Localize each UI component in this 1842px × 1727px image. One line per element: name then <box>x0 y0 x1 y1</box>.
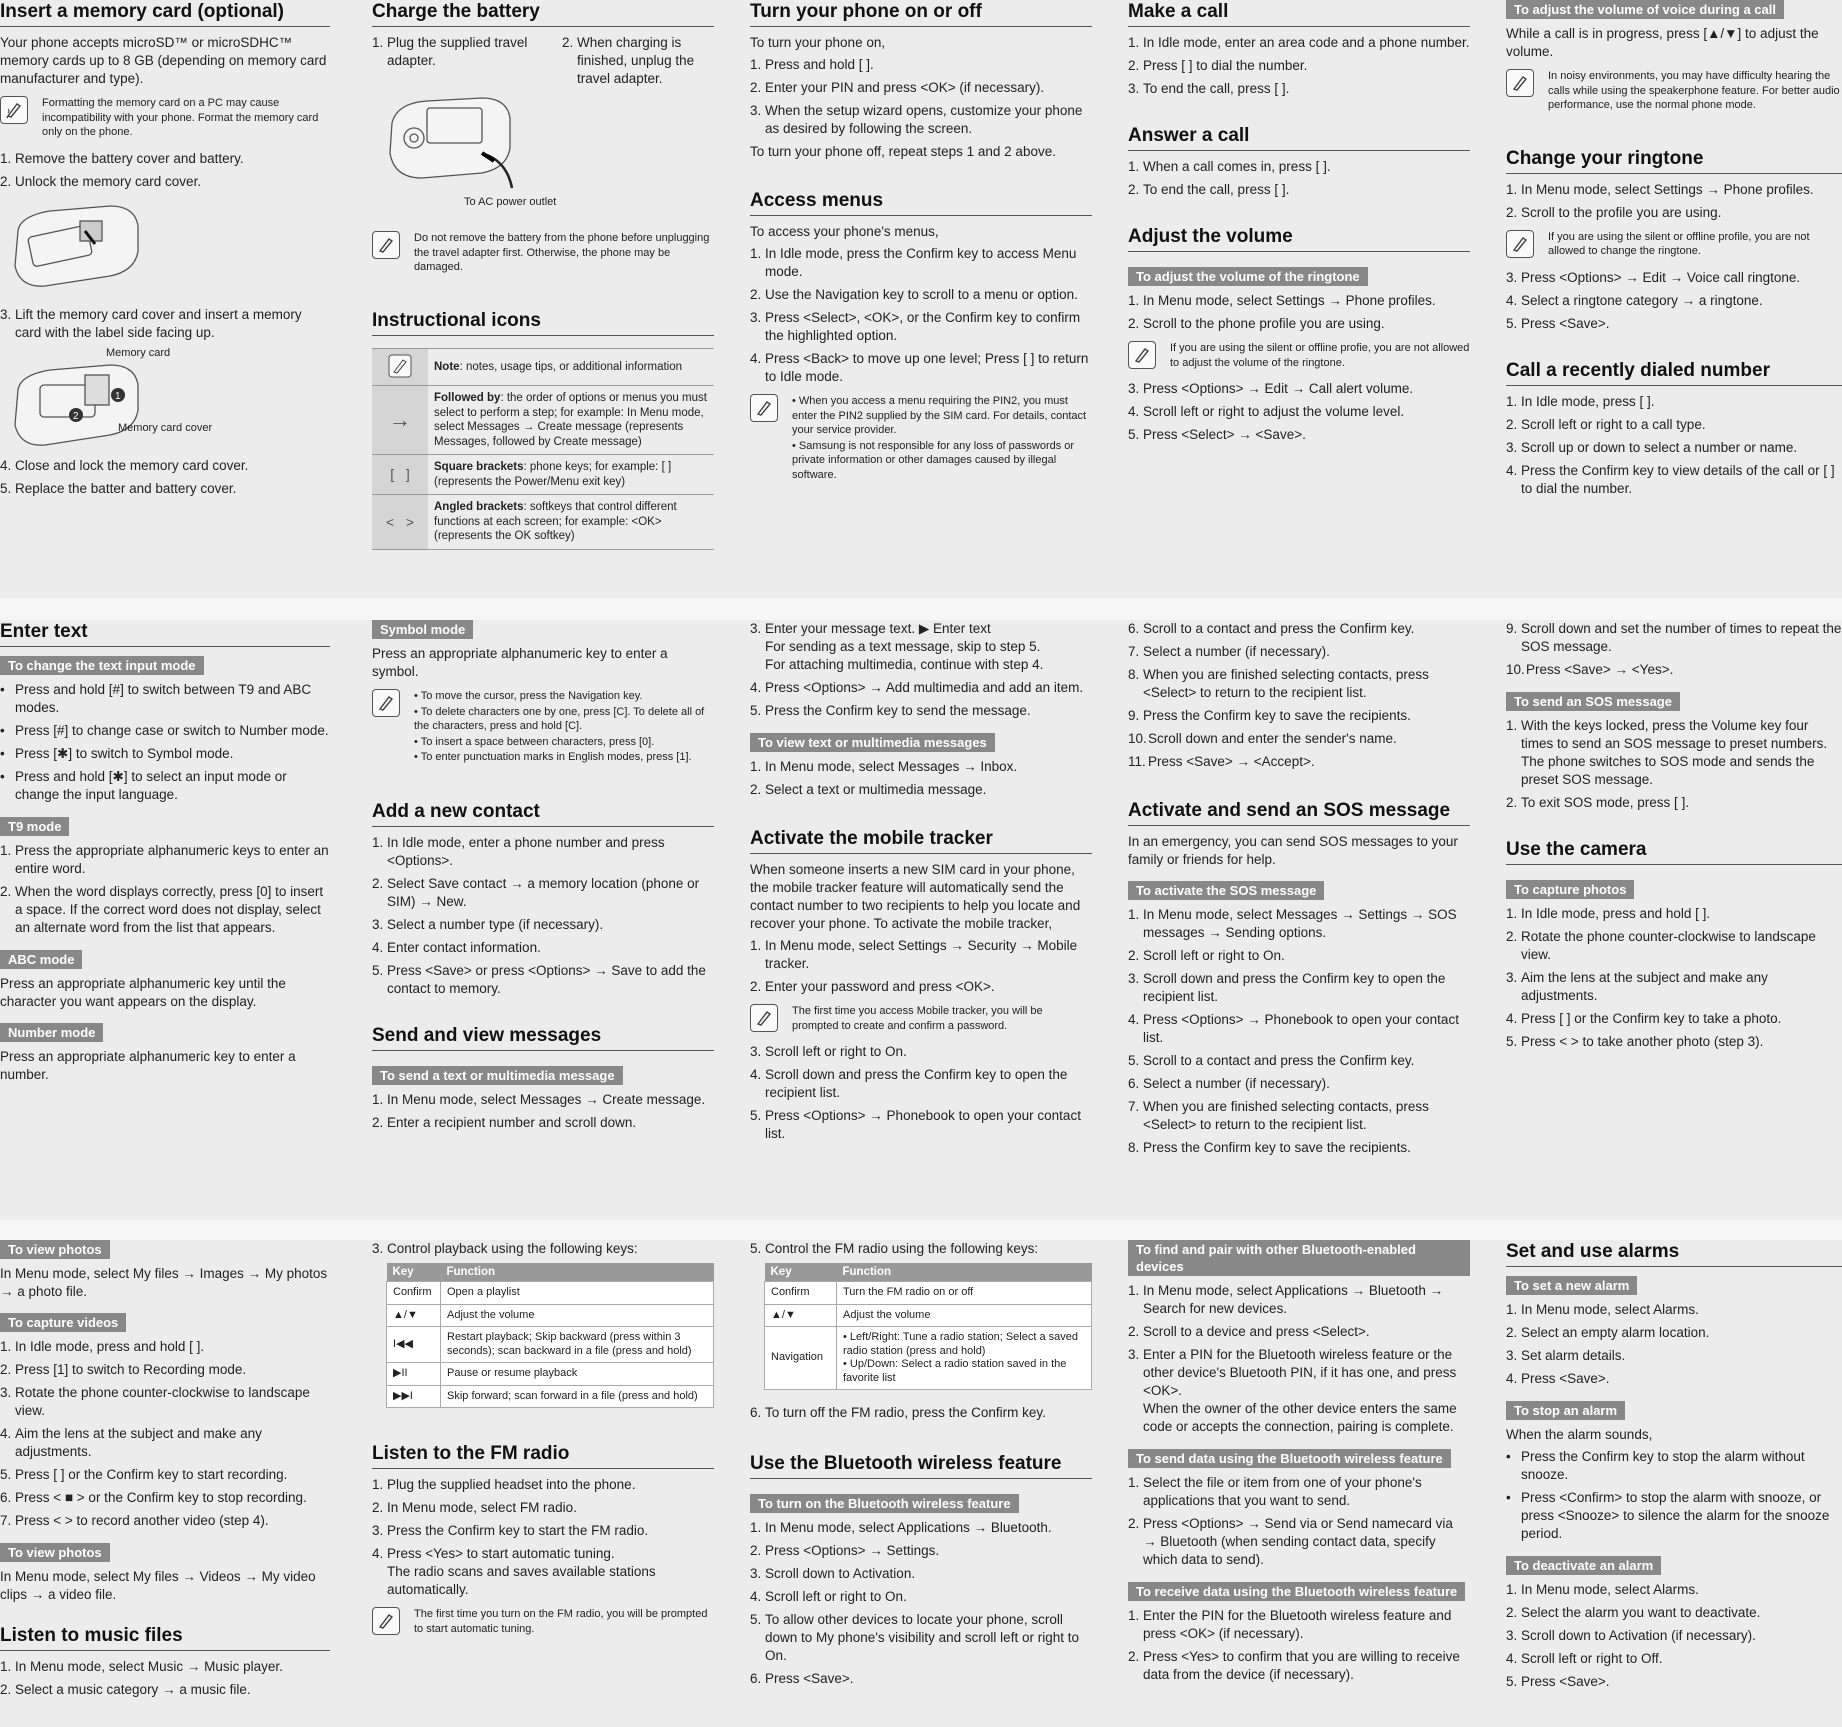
subheading: Number mode <box>0 1023 103 1042</box>
step: 4. Press <Options> → Add multimedia and add an item. <box>750 680 1084 695</box>
note-icon <box>372 231 400 259</box>
step: 3. Control playback using the following keys: <box>372 1241 638 1256</box>
charge-figure <box>372 93 714 213</box>
note-icon <box>372 689 400 717</box>
icon-description: Square brackets: phone keys; for example: [ ] (represents the Power/Menu exit key) <box>428 455 714 495</box>
note-icon <box>750 1004 778 1032</box>
steps <box>0 306 330 342</box>
step: 2. Enter your PIN and press <OK> (if necessary). <box>750 80 1045 95</box>
step: 2. Select a text or multimedia message. <box>750 782 987 797</box>
step: 1. Remove the battery cover and battery. <box>0 150 244 166</box>
step: 4. Scroll down and press the Confirm key to open the recipient list. <box>750 1067 1068 1100</box>
section-title: Instructional icons <box>372 309 714 336</box>
note-icon <box>750 394 778 422</box>
section-title: Adjust the volume <box>1128 225 1470 252</box>
step: 5. Press [ ] or the Confirm key to start recording. <box>0 1467 288 1482</box>
steps <box>0 842 330 937</box>
fm-keys-table <box>764 1263 1092 1390</box>
step: 1. In Idle mode, enter an area code and a phone number. <box>1128 35 1470 50</box>
paragraph: To turn your phone off, repeat steps 1 and 2 above. <box>750 144 1056 159</box>
step: 3. Scroll down to Activation (if necessary). <box>1506 1628 1756 1643</box>
square-brackets-icon: [ ] <box>372 455 428 495</box>
step: 3. Scroll down to Activation. <box>750 1566 916 1581</box>
step: 1. In Menu mode, select Settings → Phone profiles. <box>1128 293 1436 308</box>
music-keys-wrapper <box>372 1263 714 1408</box>
step: 4. Scroll left or right to Off. <box>1506 1651 1663 1666</box>
section-title: Set and use alarms <box>1506 1240 1842 1267</box>
section-title: Listen to the FM radio <box>372 1442 714 1469</box>
section-ringtone <box>1506 0 1842 596</box>
step: 2. When charging is finished, unplug the travel adapter. <box>562 35 695 86</box>
panel-divider <box>0 1220 1842 1240</box>
step: 6. Press <Save>. <box>750 1671 854 1686</box>
step: 1. In Idle mode, press the Confirm key to access Menu mode. <box>750 246 1077 279</box>
table-row: ▲/▼ Adjust the volume <box>765 1304 1092 1327</box>
step: 3. Scroll up or down to select a number or name. <box>1506 439 1798 455</box>
steps <box>750 758 1092 799</box>
note-icon <box>1506 69 1534 97</box>
step: 4. Press <Back> to move up one level; Press [ ] to return to Idle mode. <box>750 351 1089 384</box>
subheading: To adjust the volume of the ringtone <box>1128 267 1368 286</box>
paragraph: Press an appropriate alphanumeric key until the character you want appears on the display. <box>0 976 286 1009</box>
step: 5. Press the Confirm key to send the message. <box>750 703 1031 718</box>
step: 6. Scroll to a contact and press the Confirm key. <box>1128 621 1415 636</box>
panel-divider <box>0 598 1842 620</box>
step: 10. Scroll down and enter the sender's name. <box>1128 731 1397 746</box>
step: 4. Select a ringtone category → a ringtone. <box>1506 292 1763 308</box>
step: 1. In Menu mode, select Alarms. <box>1506 1302 1699 1317</box>
step: 4. Press the Confirm key to view details of the call or [ ] to dial the number. <box>1506 462 1835 496</box>
step: 3. To end the call, press [ ]. <box>1128 81 1290 96</box>
section-title: Answer a call <box>1128 124 1470 151</box>
section-make-call <box>1128 0 1470 596</box>
step: 2. When the word displays correctly, press [0] to insert a space. If the correct word does not display, select an alternate word from the list that appears. <box>0 884 324 935</box>
step: 10. Press <Save> → <Yes>. <box>1506 662 1674 677</box>
step: 3. Press the Confirm key to start the FM radio. <box>372 1523 649 1538</box>
table-row: ▲/▼ Adjust the volume <box>387 1304 714 1327</box>
step: 1. Press the appropriate alphanumeric keys to enter an entire word. <box>0 843 329 876</box>
section-sos <box>1128 620 1470 1215</box>
section-title: Use the camera <box>1506 838 1842 865</box>
fm-keys-wrapper <box>750 1263 1092 1390</box>
step: 5. Press <Save> or press <Options> → Save to add the contact to memory. <box>372 962 706 996</box>
memory-card-figure-1 <box>0 196 330 306</box>
list-item: • Press and hold [#] to switch between T9 and ABC modes. <box>0 682 312 715</box>
step: 3. Rotate the phone counter-clockwise to landscape view. <box>0 1385 310 1418</box>
steps <box>1128 380 1470 444</box>
steps <box>1506 1301 1842 1388</box>
note-text: Do not remove the battery from the phone before unplugging the travel adapter first. Otherwise, the phone may be damaged. <box>414 232 710 273</box>
subheading: To capture photos <box>1506 880 1634 899</box>
step: 4. Press <Yes> to start automatic tuning. The radio scans and saves available stations automatically. <box>372 1546 656 1597</box>
step: 2. Press [ ] to dial the number. <box>1128 58 1308 73</box>
panel-1 <box>0 0 1842 596</box>
svg-text:2: 2 <box>73 410 79 422</box>
paragraph: Your phone accepts microSD™ or microSDHC™ memory cards up to 8 GB (depending on memory card manufacturer and type). <box>0 35 327 86</box>
step: 1. Enter the PIN for the Bluetooth wireless feature and press <OK> (if necessary). <box>1128 1608 1452 1641</box>
note-text: If you are using the silent or offline profile, you are not allowed to change the ringtone. <box>1548 230 1810 257</box>
step: 3. Press <Select>, <OK>, or the Confirm key to confirm the highlighted option. <box>750 310 1081 343</box>
step: 3. Select a number type (if necessary). <box>372 916 604 932</box>
step: 2. Scroll left or right to On. <box>1128 948 1285 963</box>
step: 1. In Menu mode, select Settings → Phone profiles. <box>1506 181 1814 197</box>
step: 2. Scroll to a device and press <Select>. <box>1128 1324 1370 1339</box>
section-photos-videos-music <box>0 1240 330 1727</box>
note-text: The first time you access Mobile tracker, you will be prompted to create and confirm a password. <box>792 1005 1043 1032</box>
step: 2. Enter your password and press <OK>. <box>750 979 995 994</box>
list-item: • Press and hold [✱] to select an input mode or change the input language. <box>0 769 287 802</box>
note <box>1506 230 1842 259</box>
icon-description: Angled brackets: softkeys that control different functions at each screen; for example: <OK> (represents the OK softkey) <box>428 495 714 550</box>
step: 8. When you are finished selecting contacts, press <Select> to return to the recipient list. <box>1128 667 1429 700</box>
steps <box>750 620 1092 720</box>
section-title: Activate and send an SOS message <box>1128 799 1470 826</box>
table-row: Confirm Turn the FM radio on or off <box>765 1282 1092 1305</box>
table-row <box>372 495 714 550</box>
section-bluetooth-data <box>1128 1240 1470 1727</box>
list-item: • Press the Confirm key to stop the alarm without snooze. <box>1506 1449 1805 1482</box>
steps <box>1506 269 1842 333</box>
note-icon <box>1506 230 1534 258</box>
bullet-list <box>0 681 330 804</box>
list-item: • Press <Confirm> to stop the alarm with snooze, or press <Snooze> to silence the alarm for the snooze period. <box>1506 1490 1830 1541</box>
steps <box>1128 620 1470 771</box>
steps <box>372 834 714 998</box>
subheading: To change the text input mode <box>0 656 204 675</box>
table-row <box>372 386 714 455</box>
steps <box>0 1338 330 1530</box>
section-title: Activate the mobile tracker <box>750 827 1092 854</box>
paragraph: To access your phone's menus, <box>750 224 939 239</box>
subheading: To turn on the Bluetooth wireless feature <box>750 1494 1019 1513</box>
step: 1. Press and hold [ ]. <box>750 57 874 72</box>
step: 1. In Menu mode, select Alarms. <box>1506 1582 1699 1597</box>
list-item: • Press [✱] to switch to Symbol mode. <box>0 746 234 761</box>
step: 5. Replace the batter and battery cover. <box>0 480 237 496</box>
steps <box>1506 620 1842 679</box>
table-header: Key Function <box>387 1263 714 1282</box>
step: 2. Select a music category → a music file. <box>0 1682 251 1697</box>
steps <box>1128 158 1470 199</box>
table-header: Key Function <box>765 1263 1092 1282</box>
section-charge-battery <box>372 0 714 596</box>
steps <box>1506 717 1842 812</box>
step: 3. Scroll down and press the Confirm key to open the recipient list. <box>1128 971 1446 1004</box>
paragraph: When someone inserts a new SIM card in your phone, the mobile tracker feature will automatically send the contact number to two recipients to help you locate and recover your phone. To activate the mobile tracker, <box>750 862 1081 931</box>
step: 5. Scroll to a contact and press the Confirm key. <box>1128 1053 1415 1068</box>
step: 1. In Menu mode, select Messages → Create message. <box>372 1091 706 1107</box>
steps <box>750 1404 1092 1422</box>
svg-text:1: 1 <box>115 390 121 402</box>
step: 8. Press the Confirm key to save the recipients. <box>1128 1140 1411 1155</box>
section-title: Access menus <box>750 189 1092 216</box>
note-text: Formatting the memory card on a PC may cause incompatibility with your phone. Format the memory card only on the phone. <box>42 97 319 138</box>
section-sos-camera <box>1506 620 1842 1215</box>
steps <box>1506 905 1842 1051</box>
subheading: To find and pair with other Bluetooth-enabled devices <box>1128 1240 1470 1276</box>
section-symbol-contact <box>372 620 714 1215</box>
paragraph: While a call is in progress, press [▲/▼] to adjust the volume. <box>1506 26 1819 59</box>
steps <box>750 1519 1092 1688</box>
note <box>1128 341 1470 370</box>
step: 9. Scroll down and set the number of times to repeat the SOS message. <box>1506 621 1842 654</box>
steps <box>750 56 1092 138</box>
paragraph: In an emergency, you can send SOS messages to your family or friends for help. <box>1128 834 1458 867</box>
charge-steps <box>372 34 714 93</box>
step: 3. Enter your message text. ▶ Enter text For sending as a text message, skip to step 5. For attaching multimedia, continue with step 4. <box>750 621 1044 672</box>
section-title: Change your ringtone <box>1506 147 1842 174</box>
step: 2. Enter a recipient number and scroll down. <box>372 1114 637 1130</box>
step: 2. Scroll to the phone profile you are using. <box>1128 316 1385 331</box>
step: 9. Press the Confirm key to save the recipients. <box>1128 708 1411 723</box>
subheading: To receive data using the Bluetooth wireless feature <box>1128 1582 1465 1601</box>
step: 2. In Menu mode, select FM radio. <box>372 1500 577 1515</box>
note-text: The first time you turn on the FM radio, you will be prompted to start automatic tuning. <box>414 1608 708 1635</box>
section-alarms <box>1506 1240 1842 1727</box>
instructional-icons-table <box>372 348 714 550</box>
step: 7. Press < > to record another video (step 4). <box>0 1513 269 1528</box>
step: 1. In Menu mode, select Messages → Settings → SOS messages → Sending options. <box>1128 907 1457 940</box>
figure-caption: To AC power outlet <box>464 196 557 208</box>
panel-2 <box>0 620 1842 1215</box>
steps <box>0 1658 330 1699</box>
steps <box>1128 1282 1470 1436</box>
step: 7. Select a number (if necessary). <box>1128 644 1330 659</box>
step: 1. Plug the supplied travel adapter. <box>372 35 528 68</box>
step: 1. With the keys locked, press the Volume key four times to send an SOS message to preset numbers. The phone switches to SOS mode and sends the preset SOS message. <box>1506 718 1828 787</box>
step: 2. Select an empty alarm location. <box>1506 1325 1710 1340</box>
subheading: T9 mode <box>0 817 69 836</box>
note <box>750 394 1092 483</box>
paragraph: When the alarm sounds, <box>1506 1427 1653 1442</box>
section-fm-bluetooth <box>750 1240 1092 1727</box>
steps <box>372 1091 714 1132</box>
steps <box>1128 292 1470 333</box>
step: 1. In Menu mode, select Applications → Bluetooth. <box>750 1520 1052 1535</box>
table-row: Confirm Open a playlist <box>387 1282 714 1305</box>
subheading: To adjust the volume of voice during a call <box>1506 0 1784 19</box>
step: 5. Press < > to take another photo (step 3). <box>1506 1034 1764 1049</box>
section-power <box>750 0 1092 596</box>
note-text: If you are using the silent or offline profie, you are not allowed to adjust the volume of the ringtone. <box>1170 342 1470 369</box>
step: 5. Press <Save>. <box>1506 1674 1610 1689</box>
note <box>372 1607 714 1636</box>
subheading: To capture videos <box>0 1313 126 1332</box>
note-icon <box>0 96 28 124</box>
step: 4. Press [ ] or the Confirm key to take a photo. <box>1506 1011 1782 1026</box>
subheading: To send data using the Bluetooth wireless feature <box>1128 1449 1451 1468</box>
steps <box>1506 181 1842 222</box>
step: 3. Scroll left or right to On. <box>750 1044 907 1059</box>
note <box>372 689 714 766</box>
step: 2. Select Save contact → a memory location (phone or SIM) → New. <box>372 875 700 909</box>
step: 6. Press < ■ > or the Confirm key to stop recording. <box>0 1490 307 1505</box>
subheading: To activate the SOS message <box>1128 881 1324 900</box>
step: 6. Select a number (if necessary). <box>1128 1076 1330 1091</box>
steps <box>750 1240 1092 1258</box>
step: 1. When a call comes in, press [ ]. <box>1128 159 1331 174</box>
subheading: To view photos <box>0 1240 110 1259</box>
step: 3. Lift the memory card cover and insert a memory card with the label side facing up. <box>0 306 302 340</box>
subheading: To send an SOS message <box>1506 692 1680 711</box>
steps <box>750 937 1092 996</box>
section-memory-card <box>0 0 330 596</box>
paragraph: Press an appropriate alphanumeric key to enter a symbol. <box>372 646 668 679</box>
note-icon <box>372 348 428 386</box>
note-text: • When you access a menu requiring the PIN2, you must enter the PIN2 supplied by the SIM card. For details, contact your service provider. • Samsung is not responsible for any loss of passwords or private information or other damages caused by illegal software. <box>792 395 1087 481</box>
section-title: Use the Bluetooth wireless feature <box>750 1452 1092 1479</box>
step: 3. Enter a PIN for the Bluetooth wireless feature or the other device's Bluetooth PIN, if it has one, and press <OK>. When the owner of the other device enters the same code or accepts the connection, pairing is complete. <box>1128 1347 1457 1434</box>
step: 5. To allow other devices to locate your phone, scroll down to My phone's visibility and scroll left or right to On. <box>750 1612 1079 1663</box>
step: 1. In Menu mode, select Applications → Bluetooth → Search for new devices. <box>1128 1283 1444 1316</box>
steps <box>0 457 330 498</box>
section-title: Send and view messages <box>372 1024 714 1051</box>
step: 1. Select the file or item from one of your phone's applications that you want to send. <box>1128 1475 1422 1508</box>
steps <box>750 245 1092 386</box>
step: 2. Press <Options> → Settings. <box>750 1543 940 1558</box>
bullet-list <box>1506 1448 1842 1543</box>
section-messages-tracker <box>750 620 1092 1215</box>
section-enter-text <box>0 620 330 1215</box>
table-row: ▶▶I Skip forward; scan forward in a file (press and hold) <box>387 1385 714 1408</box>
step: 4. Press <Options> → Phonebook to open your contact list. <box>1128 1012 1459 1045</box>
note <box>750 1004 1092 1033</box>
step: 1. In Idle mode, press and hold [ ]. <box>0 1339 205 1354</box>
step: 2. Unlock the memory card cover. <box>0 173 202 189</box>
steps <box>1128 1607 1470 1684</box>
note <box>1506 69 1842 113</box>
step: 2. To end the call, press [ ]. <box>1128 182 1290 197</box>
section-title: Make a call <box>1128 0 1470 27</box>
list-item: • Press [#] to change case or switch to Number mode. <box>0 723 329 738</box>
step: 1. Plug the supplied headset into the phone. <box>372 1477 636 1492</box>
step: 1. In Idle mode, press and hold [ ]. <box>1506 906 1711 921</box>
step: 6. To turn off the FM radio, press the Confirm key. <box>750 1405 1046 1420</box>
step: 2. Select the alarm you want to deactivate. <box>1506 1605 1761 1620</box>
section-title: Enter text <box>0 620 330 647</box>
step: 3. Press <Options> → Edit → Call alert volume. <box>1128 381 1414 396</box>
paragraph: To turn your phone on, <box>750 35 886 50</box>
paragraph: In Menu mode, select My files → Images → My photos → a photo file. <box>0 1266 328 1299</box>
section-title: Insert a memory card (optional) <box>0 0 330 27</box>
table-row: I◀◀ Restart playback; Skip backward (press within 3 seconds); scan backward in a file (press and hold) <box>387 1327 714 1363</box>
steps <box>372 1240 714 1258</box>
step: 2. Scroll left or right to a call type. <box>1506 416 1706 432</box>
step: 2. Scroll to the profile you are using. <box>1506 204 1722 220</box>
table-row <box>372 348 714 386</box>
step: 2. To exit SOS mode, press [ ]. <box>1506 795 1690 810</box>
step: 1. In Menu mode, select Settings → Security → Mobile tracker. <box>750 938 1078 971</box>
steps <box>0 150 330 191</box>
note-icon <box>372 1607 400 1635</box>
step: 5. Control the FM radio using the following keys: <box>750 1241 1039 1256</box>
step: 3. Aim the lens at the subject and make any adjustments. <box>1506 970 1768 1003</box>
note-text: • To move the cursor, press the Navigation key. • To delete characters one by one, press [C]. To delete all of the characters, press and hold [C]. • To insert a space between characters, press [0]. • To enter punctuation marks in English modes, press [1]. <box>414 690 705 763</box>
icon-description: Note: notes, usage tips, or additional information <box>428 348 714 386</box>
subheading: ABC mode <box>0 950 82 969</box>
step: 11. Press <Save> → <Accept>. <box>1128 754 1315 769</box>
subheading: To stop an alarm <box>1506 1401 1625 1420</box>
step: 5. Press <Save>. <box>1506 315 1610 331</box>
step: 2. Press <Yes> to confirm that you are willing to receive data from the device (if necessary). <box>1128 1649 1460 1682</box>
step: 1. In Idle mode, enter a phone number and press <Options>. <box>372 834 665 868</box>
step: 3. Press <Options> → Edit → Voice call ringtone. <box>1506 269 1801 285</box>
arrow-icon: → <box>372 386 428 455</box>
steps <box>1128 906 1470 1157</box>
subheading: To deactivate an alarm <box>1506 1556 1661 1575</box>
section-title: Listen to music files <box>0 1624 330 1651</box>
angled-brackets-icon: < > <box>372 495 428 550</box>
steps <box>1128 34 1470 98</box>
step: 4. Aim the lens at the subject and make any adjustments. <box>0 1426 262 1459</box>
steps <box>1506 1581 1842 1691</box>
paragraph: In Menu mode, select My files → Videos → My video clips → a video file. <box>0 1569 316 1602</box>
step: 4. Close and lock the memory card cover. <box>0 457 249 473</box>
table-row <box>372 455 714 495</box>
subheading: To view text or multimedia messages <box>750 733 995 752</box>
section-title: Turn your phone on or off <box>750 0 1092 27</box>
step: 4. Enter contact information. <box>372 939 541 955</box>
music-keys-table <box>386 1263 714 1408</box>
step: 1. In Idle mode, press [ ]. <box>1506 393 1655 409</box>
figure-label: Memory card cover <box>118 421 213 434</box>
step: 7. When you are finished selecting contacts, press <Select> to return to the recipient list. <box>1128 1099 1429 1132</box>
section-title: Charge the battery <box>372 0 714 27</box>
steps <box>372 1476 714 1599</box>
icon-description: Followed by: the order of options or menus you must select to perform a step; for example: In Menu mode, select Messages → Create message (represents Messages, followed by Create message) <box>428 386 714 455</box>
table-row: Navigation • Left/Right: Tune a radio station; Select a saved radio station (press and hold) • Up/Down: Select a radio station saved in the favorite list <box>765 1327 1092 1390</box>
step: 3. When the setup wizard opens, customize your phone as desired by following the screen. <box>750 103 1083 136</box>
step: 5. Press <Options> → Phonebook to open your contact list. <box>750 1108 1081 1141</box>
subheading: To send a text or multimedia message <box>372 1066 623 1085</box>
section-music-fm <box>372 1240 714 1727</box>
note <box>0 96 330 140</box>
step: 3. Set alarm details. <box>1506 1348 1626 1363</box>
subheading: To view photos <box>0 1543 110 1562</box>
step: 1. In Menu mode, select Music → Music player. <box>0 1659 283 1674</box>
note-text: In noisy environments, you may have difficulty hearing the calls while using the speakerphone feature. For better audio performance, use the normal phone mode. <box>1548 70 1840 111</box>
memory-card-figure-2 <box>0 347 330 457</box>
step: 2. Press <Options> → Send via or Send namecard via → Bluetooth (when sending contact data, specify which data to send). <box>1128 1516 1453 1567</box>
subheading: To set a new alarm <box>1506 1276 1637 1295</box>
note-icon <box>1128 341 1156 369</box>
steps <box>750 1043 1092 1143</box>
section-title: Call a recently dialed number <box>1506 359 1842 386</box>
step: 4. Scroll left or right to On. <box>750 1589 907 1604</box>
steps <box>1506 393 1842 498</box>
step: 2. Rotate the phone counter-clockwise to landscape view. <box>1506 929 1816 962</box>
step: 2. Use the Navigation key to scroll to a menu or option. <box>750 287 1078 302</box>
step: 4. Scroll left or right to adjust the volume level. <box>1128 404 1405 419</box>
step: 2. Press [1] to switch to Recording mode. <box>0 1362 247 1377</box>
step: 1. In Menu mode, select Messages → Inbox. <box>750 759 1018 774</box>
figure-label: Memory card <box>106 346 171 359</box>
subheading: Symbol mode <box>372 620 473 639</box>
section-title: Add a new contact <box>372 800 714 827</box>
step: 5. Press <Select> → <Save>. <box>1128 427 1306 442</box>
step: 4. Press <Save>. <box>1506 1371 1610 1386</box>
paragraph: Press an appropriate alphanumeric key to enter a number. <box>0 1049 296 1082</box>
panel-3 <box>0 1240 1842 1727</box>
note <box>372 231 714 275</box>
steps <box>1128 1474 1470 1569</box>
table-row: ▶II Pause or resume playback <box>387 1363 714 1386</box>
